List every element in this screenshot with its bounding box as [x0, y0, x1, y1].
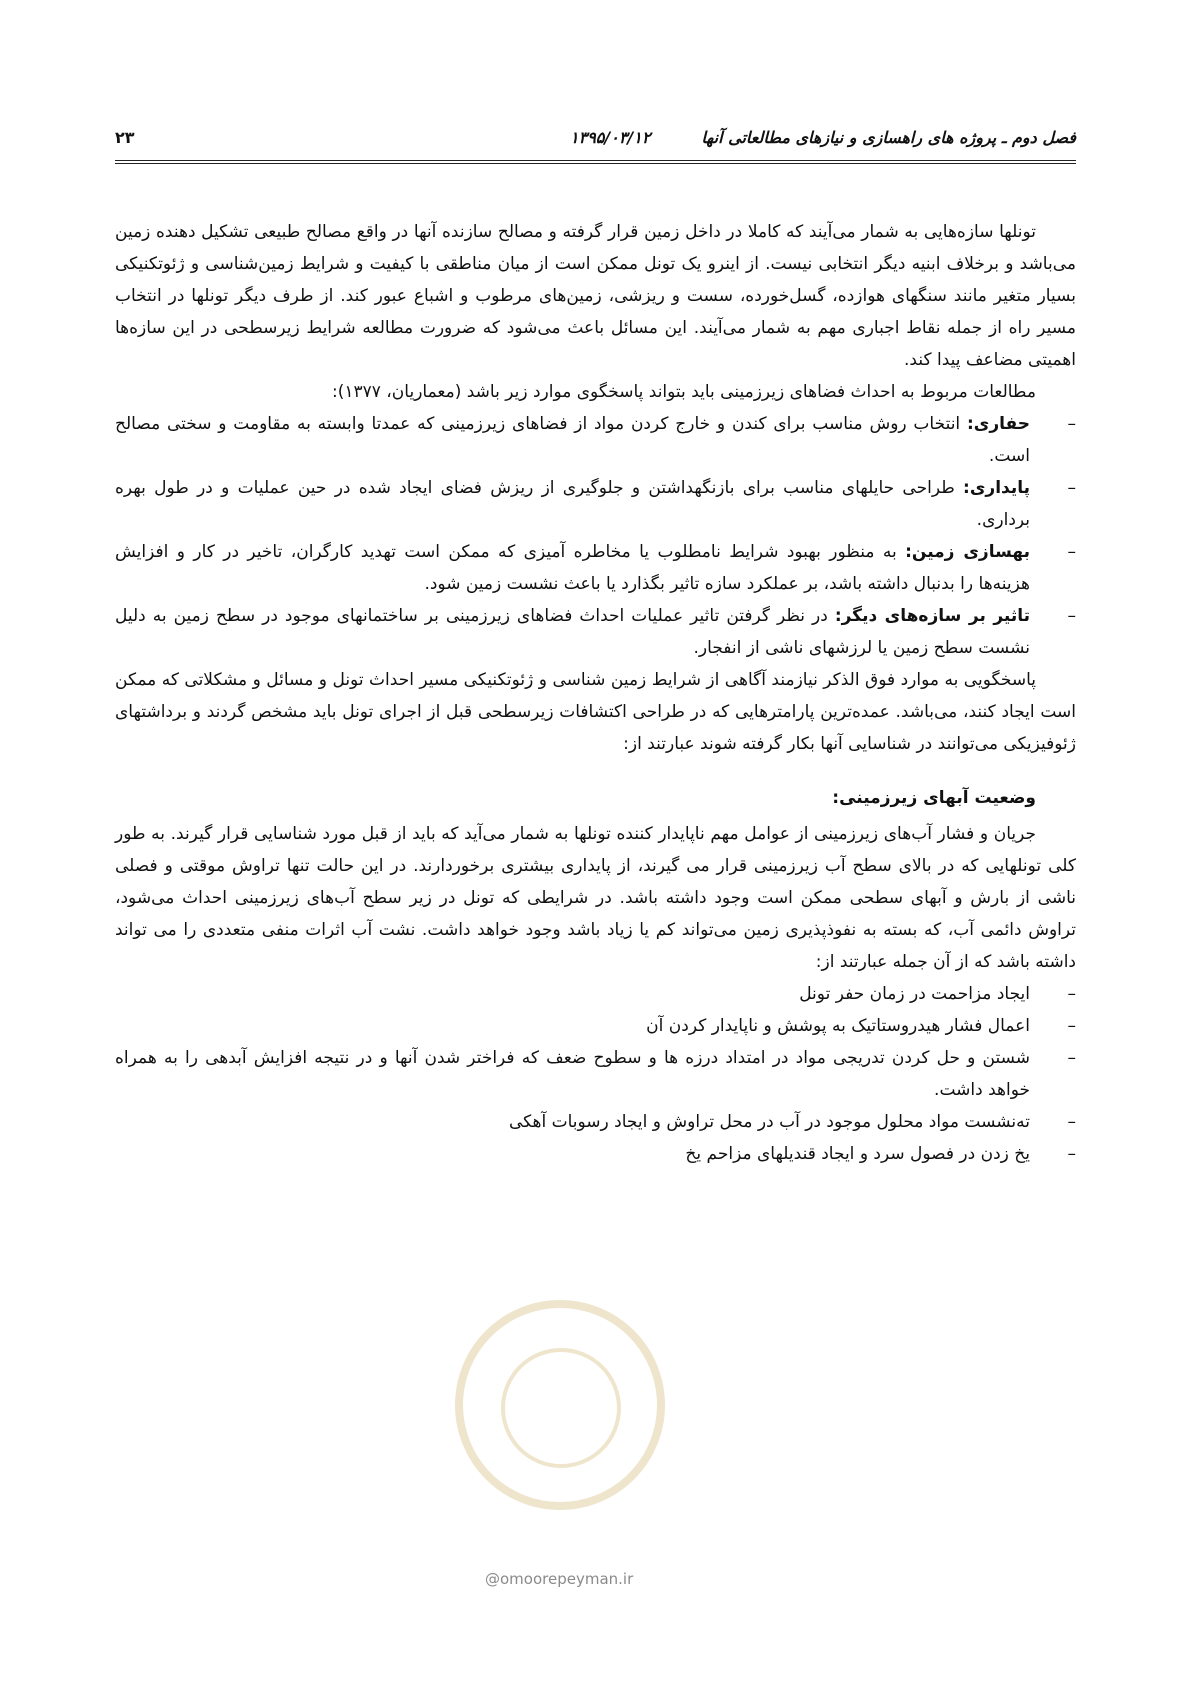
- dash-marker: –: [1067, 1048, 1076, 1068]
- list-item: [115, 600, 1076, 664]
- watermark-site: @omoorepeyman.ir: [485, 1570, 634, 1588]
- list-item: [115, 536, 1076, 600]
- item-term: حفاری:: [966, 414, 1030, 434]
- dash-marker: –: [1067, 478, 1076, 498]
- item-text: ته‌نشست مواد محلول موجود در آب در محل تراوش و ایجاد رسوبات آهکی: [508, 1112, 1030, 1132]
- dash-marker: –: [1067, 606, 1076, 626]
- chapter-title: فصل دوم ـ پروژه های راهسازی و نیازهای مطالعاتی آنها: [701, 128, 1076, 147]
- intro-paragraph: تونلها سازه‌هایی به شمار می‌آیند که کاملا در داخل زمین قرار گرفته و مصالح سازنده آنها در واقع مصالح طبیعی تشکیل دهنده زمین می‌باشد و برخلاف ابنیه دیگر انتخابی نیست. از اینرو یک تونل ممکن است از میان مناطقی با کیفیت و شرایط زمین‌شناسی و ژئوتکنیکی بسیار متغیر مانند سنگهای هوازده، گسل‌خورده، سست و ریزشی، زمین‌های مرطوب و اشباع عبور کند. از طرف دیگر تونلها در انتخاب مسیر راه از جمله نقاط اجباری مهم به شمار می‌آیند. این مسائل باعث می‌شود که ضرورت مطالعه شرایط زیرسطحی در این سازه‌ها اهمیتی مضاعف پیدا کند.: [115, 222, 1076, 370]
- page-number: ۲۳: [115, 128, 135, 147]
- header-divider: [115, 160, 1076, 161]
- page-header: [115, 128, 1076, 156]
- item-term: پایداری:: [963, 478, 1030, 498]
- list-item: [115, 1010, 1076, 1042]
- section-heading: وضعیت آبهای زیرزمینی:: [832, 788, 1036, 808]
- item-text: شستن و حل کردن تدریجی مواد در امتداد درزه ها و سطوح ضعف که فراختر شدن آنها و در نتیجه افزایش آبدهی را به همراه خواهد داشت.: [115, 1048, 1030, 1100]
- dash-marker: –: [1067, 1112, 1076, 1132]
- effects-list: [115, 978, 1076, 1170]
- requirements-list: [115, 408, 1076, 664]
- header-date: ۱۳۹۵/۰۳/۱۲: [570, 128, 651, 147]
- list-item: [115, 978, 1076, 1010]
- dash-marker: –: [1067, 542, 1076, 562]
- dash-marker: –: [1067, 414, 1076, 434]
- item-text: طراحی حایلهای مناسب برای بازنگهداشتن و جلوگیری از ریزش فضای ایجاد شده در حین عملیات و در طول بهره برداری.: [115, 478, 1030, 530]
- page-body: [115, 216, 1076, 1170]
- item-text: انتخاب روش مناسب برای کندن و خارج کردن مواد از فضاهای زیرزمینی که عمدتا وابسته به مقاومت و سختی مصالح است.: [115, 414, 1030, 466]
- dash-marker: –: [1067, 1016, 1076, 1036]
- item-text: ایجاد مزاحمت در زمان حفر تونل: [799, 984, 1030, 1004]
- watermark-seal-inner: [501, 1348, 621, 1468]
- groundwater-paragraph: جریان و فشار آب‌های زیرزمینی از عوامل مهم ناپایدار کننده تونلها به شمار می‌آید که باید از قبل مورد شناسایی قرار گیرند. به طور کلی تونلهایی که در بالای سطح آب زیرزمینی قرار می گیرند، از پایداری بیشتری برخوردارند. در این حالت تنها تراوش موقتی و فصلی ناشی از بارش و آبهای سطحی ممکن است وجود داشته باشد. در شرایطی که تونل در زیر سطح آب‌های زیرزمینی احداث می‌شود، تراوش دائمی آب، که بسته به نفوذپذیری زمین می‌تواند کم یا زیاد باشد وجود خواهد داشت. نشت آب اثرات منفی متعددی را می تواند داشته باشد که از آن جمله عبارتند از:: [115, 824, 1076, 972]
- item-term: بهسازی زمین:: [905, 542, 1031, 562]
- item-term: تاثیر بر سازه‌های دیگر:: [834, 606, 1030, 626]
- watermark-seal-icon: [455, 1300, 665, 1510]
- item-text: اعمال فشار هیدروستاتیک به پوشش و ناپایدار کردن آن: [646, 1016, 1030, 1036]
- list-item: [115, 472, 1076, 536]
- studies-paragraph: مطالعات مربوط به احداث فضاهای زیرزمینی باید بتواند پاسخگوی موارد زیر باشد (معماریان، ۱۳۷۷):: [332, 382, 1036, 402]
- item-text: یخ زدن در فصول سرد و ایجاد قندیلهای مزاحم یخ: [685, 1144, 1030, 1164]
- response-paragraph: پاسخگویی به موارد فوق الذکر نیازمند آگاهی از شرایط زمین شناسی و ژئوتکنیکی مسیر احداث تونل و مسائل و مشکلاتی که ممکن است ایجاد کنند، می‌باشد. عمده‌ترین پارامترهایی که در طراحی اکتشافات زیرسطحی قبل از اجرای تونل باید مشخص گردند و برداشتهای ژئوفیزیکی می‌توانند در شناسایی آنها بکار گرفته شوند عبارتند از:: [115, 670, 1076, 754]
- item-text: در نظر گرفتن تاثیر عملیات احداث فضاهای زیرزمینی بر ساختمانهای موجود در سطح زمین به دلیل نشست سطح زمین یا لرزشهای ناشی از انفجار.: [115, 606, 1030, 658]
- header-divider-secondary: [115, 163, 1076, 164]
- list-item: [115, 1106, 1076, 1138]
- list-item: [115, 1042, 1076, 1106]
- list-item: [115, 408, 1076, 472]
- list-item: [115, 1138, 1076, 1170]
- dash-marker: –: [1067, 1144, 1076, 1164]
- item-text: به منظور بهبود شرایط نامطلوب یا مخاطره آمیزی که ممکن است تهدید کارگران، تاخیر در کار و افزایش هزینه‌ها را بدنبال داشته باشد، بر عملکرد سازه تاثیر بگذارد یا باعث نشست زمین شود.: [115, 542, 1030, 594]
- dash-marker: –: [1067, 984, 1076, 1004]
